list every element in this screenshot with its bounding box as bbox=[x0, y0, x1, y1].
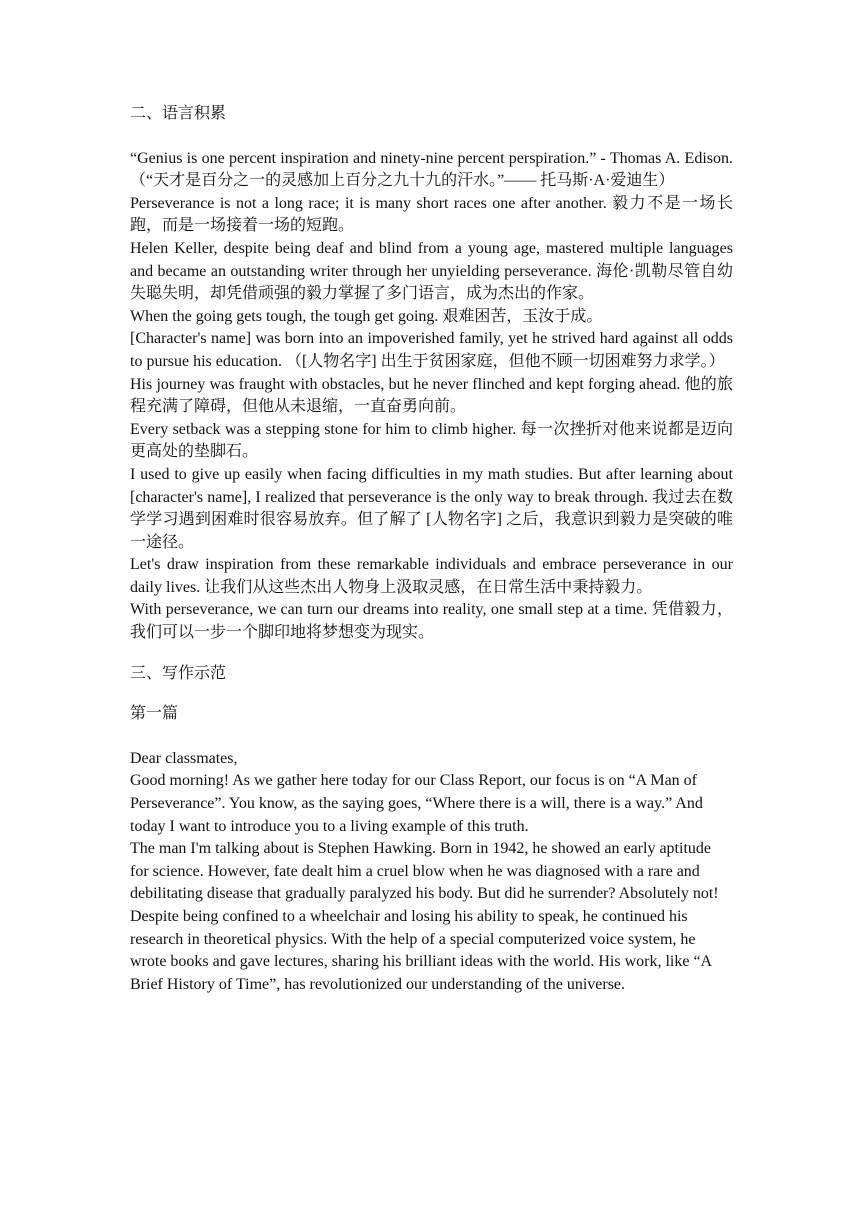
example-letter bbox=[130, 748, 733, 997]
sub-heading-first-essay: 第一篇 bbox=[130, 705, 179, 723]
language-item: When the going gets tough, the tough get going. 艰难困苦，玉汝于成。 bbox=[130, 307, 603, 325]
language-item: Every setback was a stepping stone for him to climb higher. 每一次挫折对他来说都是迈向更高处的垫脚石。 bbox=[130, 420, 733, 461]
letter-salutation: Dear classmates, bbox=[130, 749, 238, 767]
section-heading-writing-example: 三、写作示范 bbox=[130, 664, 227, 682]
language-items bbox=[130, 148, 733, 645]
language-item: His journey was fraught with obstacles, but he never flinched and kept forging ahead. 他的旅程充满了障碍，但他从未退缩，一直奋勇向前。 bbox=[130, 375, 733, 416]
section-heading-language-accumulation: 二、语言积累 bbox=[130, 105, 227, 122]
language-item: With perseverance, we can turn our dreams into reality, one small step at a time. 凭借毅力，我们可以一步一个脚印地将梦想变为现实。 bbox=[130, 601, 733, 642]
language-item: Helen Keller, despite being deaf and blind from a young age, mastered multiple languages and became an outstanding writer through her unyielding perseverance. 海伦·凯勒尽管自幼失聪失明，却凭借顽强的毅力掌握了多门语言，成为杰出的作家。 bbox=[130, 239, 733, 303]
letter-paragraph: Good morning! As we gather here today for our Class Report, our focus is on “A Man of Perseverance”. You know, as the saying goes, “Where there is a will, there is a way.” And today I want to introduce you to a living example of this truth. bbox=[130, 772, 703, 835]
language-item: [Character's name] was born into an impoverished family, yet he strived hard against all odds to pursue his education. （[人物名字] 出生于贫困家庭，但他不顾一切困难努力求学。） bbox=[130, 330, 733, 370]
letter-paragraph: The man I'm talking about is Stephen Hawking. Born in 1942, he showed an early aptitude for science. However, fate dealt him a cruel blow when he was diagnosed with a rare and debilitating disease that gradually paralyzed his body. But did he surrender? Absolutely not! Despite being confined to a wheelchair and losing his ability to speak, he continued his research in theoretical physics. With the help of a special computerized voice system, he wrote books and gave lectures, sharing his brilliant ideas with the world. His work, like “A Brief History of Time”, has revolutionized our understanding of the universe. bbox=[130, 840, 719, 993]
document-page bbox=[130, 103, 733, 996]
language-item: Perseverance is not a long race; it is many short races one after another. 毅力不是一场长跑，而是一场接着一场的短跑。 bbox=[130, 194, 733, 235]
language-item: “Genius is one percent inspiration and ninety-nine percent perspiration.” - Thomas A. Edison. （“天才是百分之一的灵感加上百分之九十九的汗水。”—— 托马斯·A·爱迪生） bbox=[130, 149, 733, 190]
language-item: I used to give up easily when facing difficulties in my math studies. But after learning about [character's name], I realized that perseverance is the only way to break through. 我过去在数学学习遇到困难时很容易放弃。但了解了 [人物名字] 之后，我意识到毅力是突破的唯一途径。 bbox=[130, 465, 733, 551]
language-item: Let's draw inspiration from these remarkable individuals and embrace perseverance in our daily lives. 让我们从这些杰出人物身上汲取灵感，在日常生活中秉持毅力。 bbox=[130, 556, 733, 596]
